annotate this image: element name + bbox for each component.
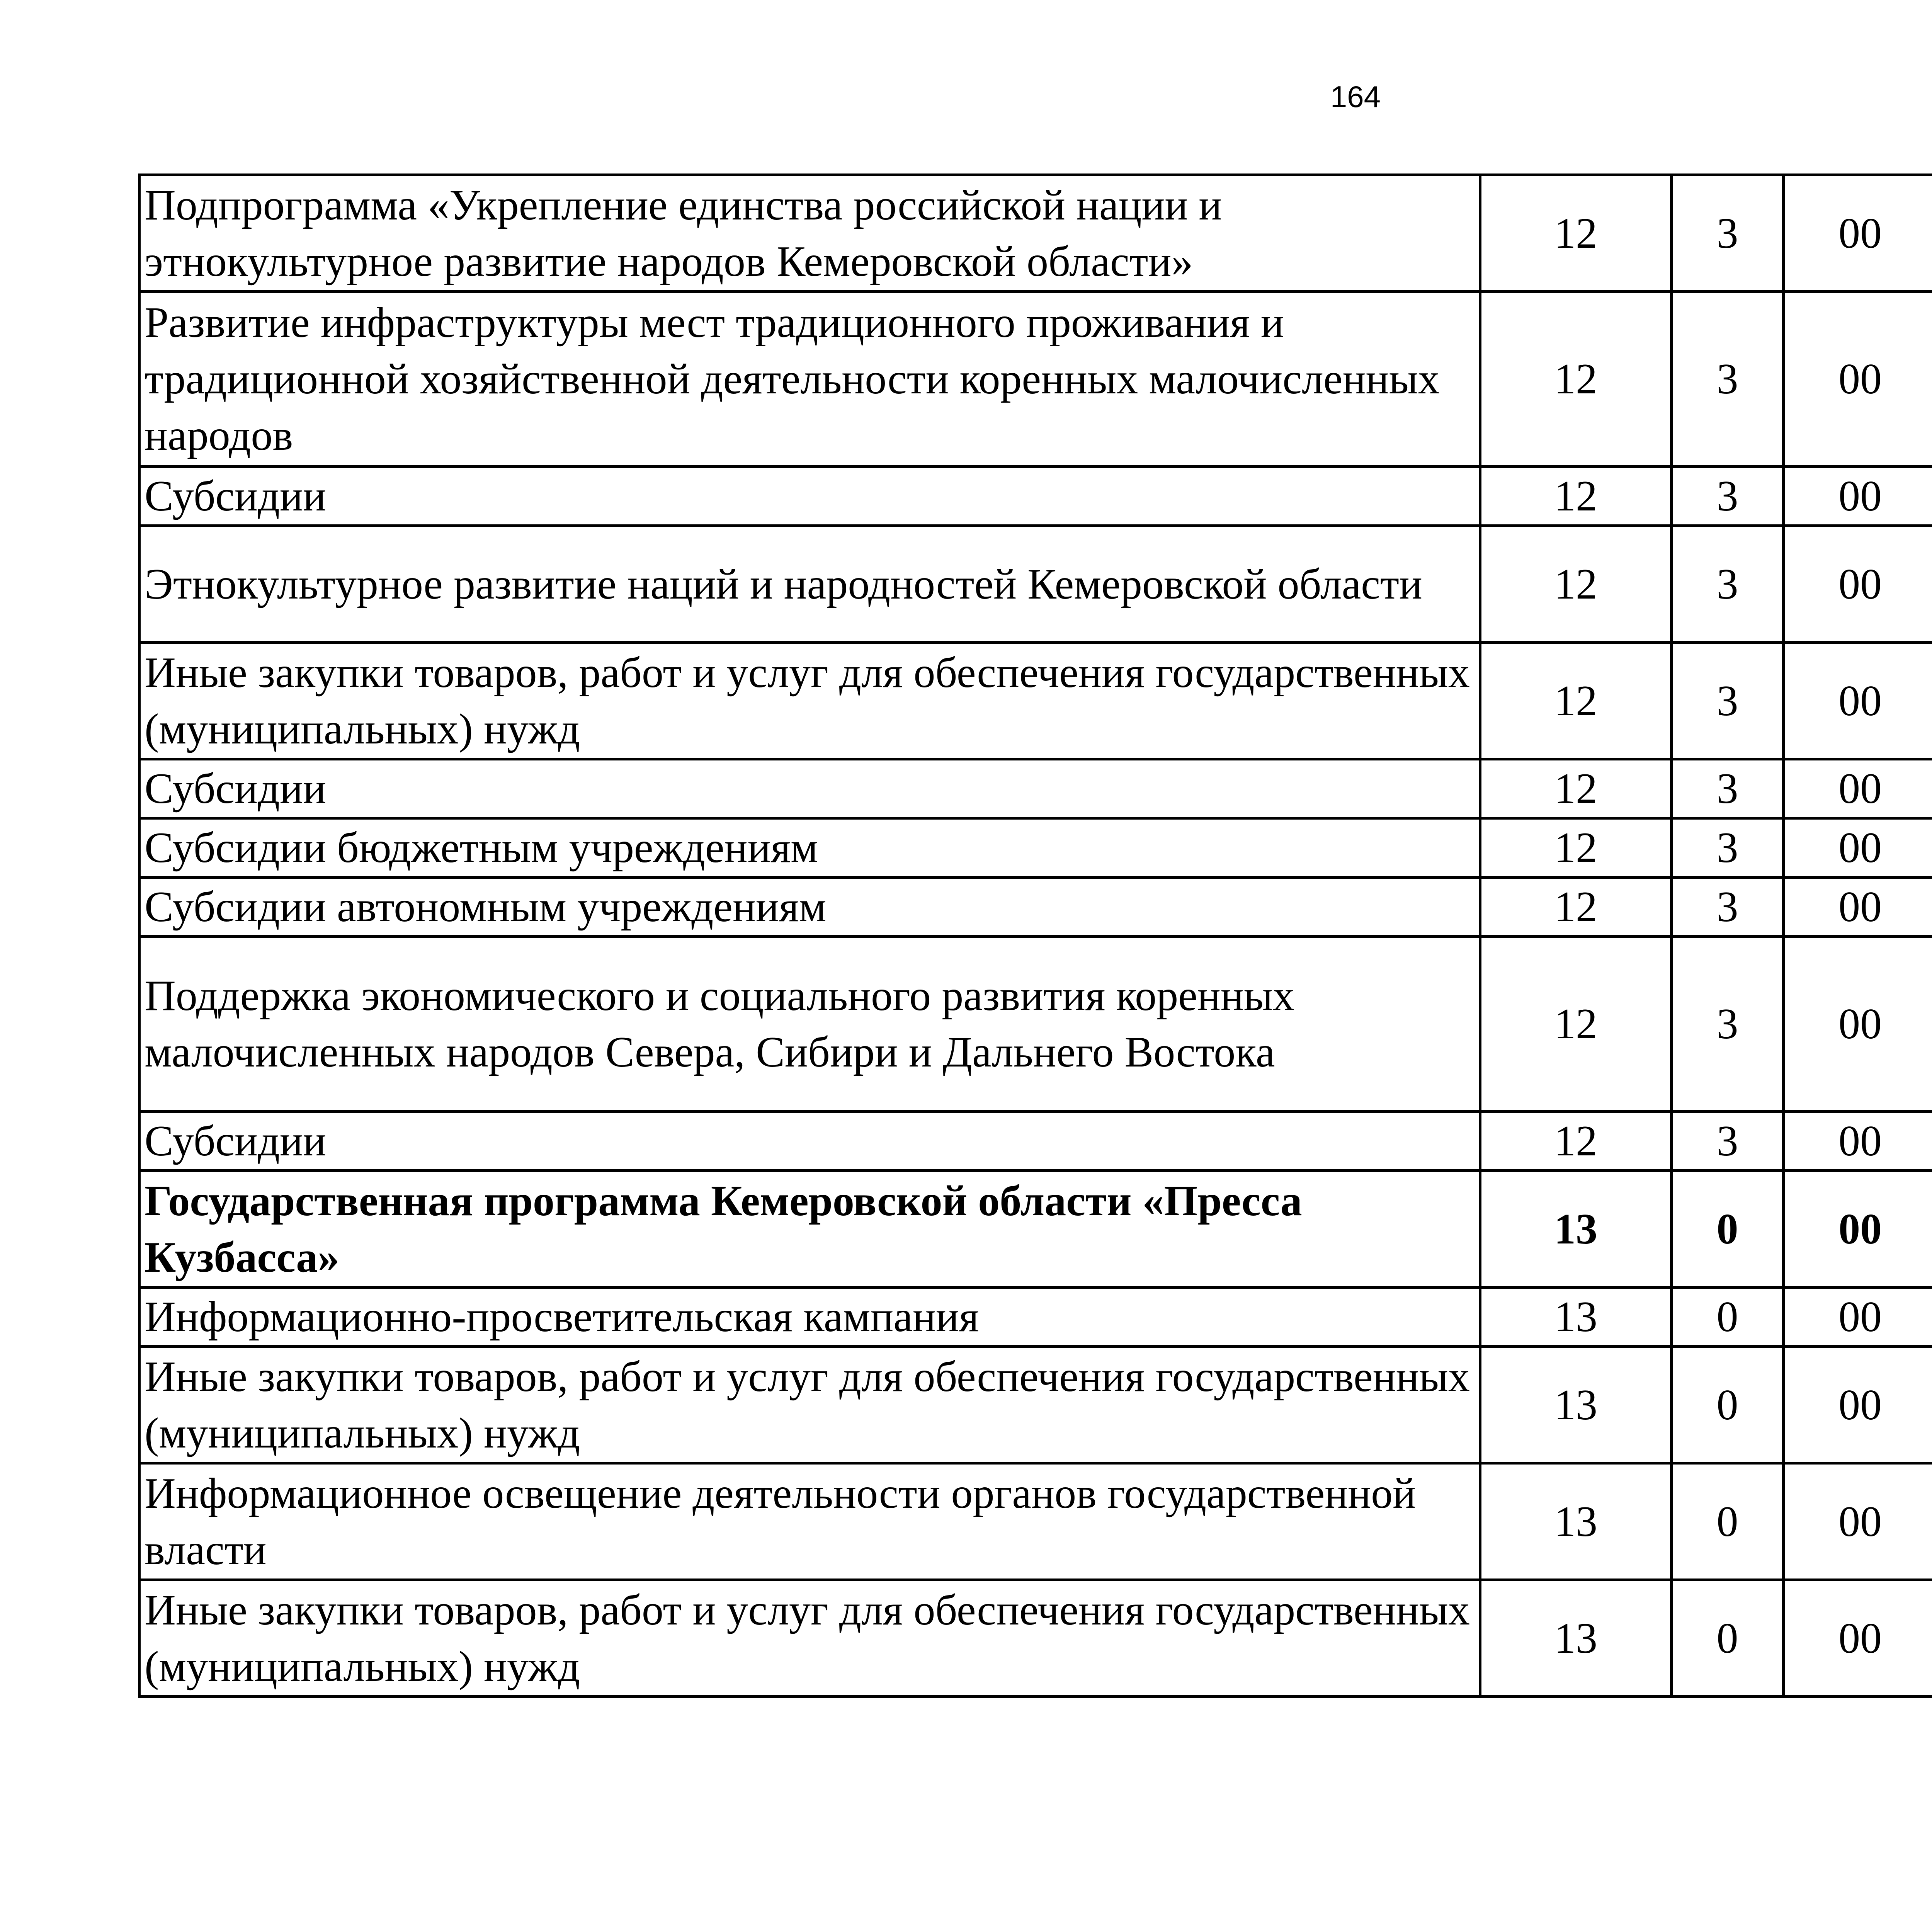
- table-row: [139, 1463, 1932, 1580]
- subprogram-code: 3: [1672, 759, 1784, 818]
- program-code: 12: [1480, 467, 1672, 526]
- table-row: [139, 467, 1932, 526]
- table-row: [139, 878, 1932, 937]
- table-row: [139, 292, 1932, 467]
- measure-code: 00: [1784, 175, 1932, 292]
- table-row: [139, 175, 1932, 292]
- row-name: Иные закупки товаров, работ и услуг для обеспечения государственных (муниципальных) нужд: [139, 1347, 1480, 1463]
- table-row: [139, 1288, 1932, 1347]
- measure-code: 00: [1784, 526, 1932, 643]
- table-row: [139, 818, 1932, 878]
- measure-code: 00: [1784, 1463, 1932, 1580]
- program-code: 13: [1480, 1463, 1672, 1580]
- measure-code: 00: [1784, 937, 1932, 1112]
- subprogram-code: 0: [1672, 1347, 1784, 1463]
- subprogram-code: 3: [1672, 1112, 1784, 1171]
- measure-code: 00: [1784, 1112, 1932, 1171]
- subprogram-code: 3: [1672, 937, 1784, 1112]
- program-code: 12: [1480, 878, 1672, 937]
- subprogram-code: 3: [1672, 292, 1784, 467]
- subprogram-code: 0: [1672, 1288, 1784, 1347]
- measure-code: 00: [1784, 878, 1932, 937]
- row-name: Иные закупки товаров, работ и услуг для обеспечения государственных (муниципальных) нужд: [139, 1580, 1480, 1697]
- row-name: Этнокультурное развитие наций и народностей Кемеровской области: [139, 526, 1480, 643]
- measure-code: 00: [1784, 818, 1932, 878]
- row-name: Субсидии: [139, 467, 1480, 526]
- row-name: Государственная программа Кемеровской области «Пресса Кузбасса»: [139, 1171, 1480, 1288]
- row-name: Субсидии автономным учреждениям: [139, 878, 1480, 937]
- measure-code: 00: [1784, 759, 1932, 818]
- table-row: [139, 1347, 1932, 1463]
- program-code: 13: [1480, 1580, 1672, 1697]
- row-name: Иные закупки товаров, работ и услуг для обеспечения государственных (муниципальных) нужд: [139, 643, 1480, 759]
- row-name: Субсидии: [139, 759, 1480, 818]
- row-name: Информационное освещение деятельности органов государственной власти: [139, 1463, 1480, 1580]
- subprogram-code: 0: [1672, 1463, 1784, 1580]
- row-name: Подпрограмма «Укрепление единства российской нации и этнокультурное развитие народов Кемеровской области»: [139, 175, 1480, 292]
- program-code: 13: [1480, 1171, 1672, 1288]
- table-row: [139, 937, 1932, 1112]
- program-code: 12: [1480, 818, 1672, 878]
- table-row: [139, 1171, 1932, 1288]
- budget-table: [138, 173, 1932, 1698]
- subprogram-code: 3: [1672, 467, 1784, 526]
- table-row: [139, 1112, 1932, 1171]
- measure-code: 00: [1784, 1580, 1932, 1697]
- program-code: 12: [1480, 175, 1672, 292]
- measure-code: 00: [1784, 643, 1932, 759]
- row-name: Информационно-просветительская кампания: [139, 1288, 1480, 1347]
- subprogram-code: 0: [1672, 1171, 1784, 1288]
- subprogram-code: 3: [1672, 818, 1784, 878]
- subprogram-code: 0: [1672, 1580, 1784, 1697]
- program-code: 12: [1480, 643, 1672, 759]
- program-code: 12: [1480, 759, 1672, 818]
- table-row: [139, 526, 1932, 643]
- table-row: [139, 643, 1932, 759]
- program-code: 12: [1480, 1112, 1672, 1171]
- row-name: Субсидии бюджетным учреждениям: [139, 818, 1480, 878]
- program-code: 12: [1480, 292, 1672, 467]
- row-name: Поддержка экономического и социального развития коренных малочисленных народов Севера, Сибири и Дальнего Востока: [139, 937, 1480, 1112]
- row-name: Развитие инфраструктуры мест традиционного проживания и традиционной хозяйственной деятельности коренных малочисленных народов: [139, 292, 1480, 467]
- measure-code: 00: [1784, 467, 1932, 526]
- table-row: [139, 759, 1932, 818]
- measure-code: 00: [1784, 1347, 1932, 1463]
- program-code: 13: [1480, 1288, 1672, 1347]
- subprogram-code: 3: [1672, 526, 1784, 643]
- subprogram-code: 3: [1672, 175, 1784, 292]
- program-code: 12: [1480, 937, 1672, 1112]
- table-row: [139, 1580, 1932, 1697]
- page-number: 164: [1330, 80, 1381, 114]
- program-code: 13: [1480, 1347, 1672, 1463]
- program-code: 12: [1480, 526, 1672, 643]
- measure-code: 00: [1784, 1171, 1932, 1288]
- subprogram-code: 3: [1672, 643, 1784, 759]
- measure-code: 00: [1784, 1288, 1932, 1347]
- measure-code: 00: [1784, 292, 1932, 467]
- subprogram-code: 3: [1672, 878, 1784, 937]
- row-name: Субсидии: [139, 1112, 1480, 1171]
